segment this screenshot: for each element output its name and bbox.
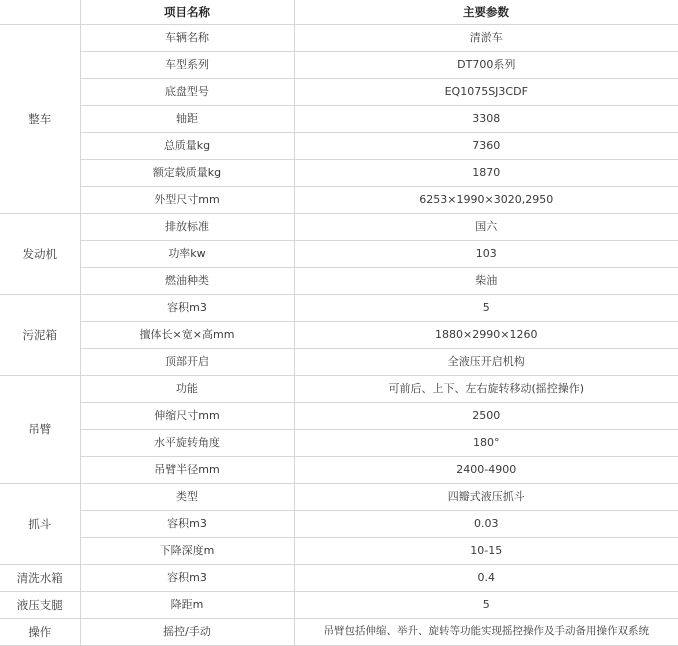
parameter-value-cell: 1880×2990×1260 <box>294 322 678 349</box>
table-row <box>0 52 678 79</box>
parameter-value-cell: DT700系列 <box>294 52 678 79</box>
group-cell: 清洗水箱 <box>0 565 80 592</box>
table-row <box>0 376 678 403</box>
table-row <box>0 511 678 538</box>
table-row <box>0 187 678 214</box>
table-row <box>0 241 678 268</box>
item-name-cell: 擅体长×宽×高mm <box>80 322 294 349</box>
table-row <box>0 457 678 484</box>
item-name-cell: 伸缩尺寸mm <box>80 403 294 430</box>
item-name-cell: 下降深度m <box>80 538 294 565</box>
parameter-value-cell: 0.03 <box>294 511 678 538</box>
parameter-value-cell: 1870 <box>294 160 678 187</box>
group-cell: 污泥箱 <box>0 295 80 376</box>
table-row <box>0 106 678 133</box>
group-cell: 整车 <box>0 25 80 214</box>
item-name-cell: 燃油种类 <box>80 268 294 295</box>
parameter-value-cell: 180° <box>294 430 678 457</box>
table-row <box>0 592 678 619</box>
item-name-cell: 顶部开启 <box>80 349 294 376</box>
parameter-value-cell: 全液压开启机构 <box>294 349 678 376</box>
group-cell: 吊臂 <box>0 376 80 484</box>
item-name-cell: 容积m3 <box>80 295 294 322</box>
group-cell: 发动机 <box>0 214 80 295</box>
group-cell: 液压支腿 <box>0 592 80 619</box>
parameter-value-cell: 5 <box>294 295 678 322</box>
parameter-value-cell: 6253×1990×3020,2950 <box>294 187 678 214</box>
item-name-cell: 降距m <box>80 592 294 619</box>
table-row <box>0 160 678 187</box>
parameter-value-cell: 2500 <box>294 403 678 430</box>
table-row <box>0 538 678 565</box>
table-row <box>0 619 678 646</box>
header-group-blank <box>0 0 80 25</box>
parameter-value-cell: 可前后、上下、左右旋转移动(摇控操作) <box>294 376 678 403</box>
item-name-cell: 水平旋转角度 <box>80 430 294 457</box>
table-row <box>0 133 678 160</box>
table-row <box>0 25 678 52</box>
table-row <box>0 430 678 457</box>
item-name-cell: 总质量kg <box>80 133 294 160</box>
table-row <box>0 214 678 241</box>
parameter-value-cell: 103 <box>294 241 678 268</box>
item-name-cell: 底盘型号 <box>80 79 294 106</box>
parameter-value-cell: 四瓣式液压抓斗 <box>294 484 678 511</box>
table-row <box>0 295 678 322</box>
parameter-value-cell: 2400-4900 <box>294 457 678 484</box>
item-name-cell: 车辆名称 <box>80 25 294 52</box>
item-name-cell: 容积m3 <box>80 511 294 538</box>
item-name-cell: 额定载质量kg <box>80 160 294 187</box>
table-row <box>0 349 678 376</box>
parameter-value-cell: 10-15 <box>294 538 678 565</box>
group-cell: 操作 <box>0 619 80 646</box>
item-name-cell: 类型 <box>80 484 294 511</box>
item-name-cell: 功能 <box>80 376 294 403</box>
table-row <box>0 322 678 349</box>
table-row <box>0 79 678 106</box>
parameter-value-cell: 柴油 <box>294 268 678 295</box>
header-main-parameters: 主要参数 <box>294 0 678 25</box>
parameter-value-cell: 清淤车 <box>294 25 678 52</box>
item-name-cell: 车型系列 <box>80 52 294 79</box>
parameter-value-cell: 0.4 <box>294 565 678 592</box>
item-name-cell: 容积m3 <box>80 565 294 592</box>
table-row <box>0 484 678 511</box>
table-row <box>0 565 678 592</box>
item-name-cell: 功率kw <box>80 241 294 268</box>
header-item-name: 项目名称 <box>80 0 294 25</box>
parameter-value-cell: 7360 <box>294 133 678 160</box>
table-body <box>0 25 678 646</box>
item-name-cell: 轴距 <box>80 106 294 133</box>
item-name-cell: 吊臂半径mm <box>80 457 294 484</box>
table-header <box>0 0 678 25</box>
item-name-cell: 外型尺寸mm <box>80 187 294 214</box>
group-cell: 抓斗 <box>0 484 80 565</box>
parameter-value-cell: 3308 <box>294 106 678 133</box>
table-header-row <box>0 0 678 25</box>
parameter-value-cell: 国六 <box>294 214 678 241</box>
item-name-cell: 排放标准 <box>80 214 294 241</box>
parameter-value-cell: 5 <box>294 592 678 619</box>
item-name-cell: 摇控/手动 <box>80 619 294 646</box>
table-row <box>0 268 678 295</box>
parameter-value-cell: 吊臂包括伸缩、举升、旋转等功能实现摇控操作及手动备用操作双系统 <box>294 619 678 646</box>
table-row <box>0 403 678 430</box>
parameter-value-cell: EQ1075SJ3CDF <box>294 79 678 106</box>
